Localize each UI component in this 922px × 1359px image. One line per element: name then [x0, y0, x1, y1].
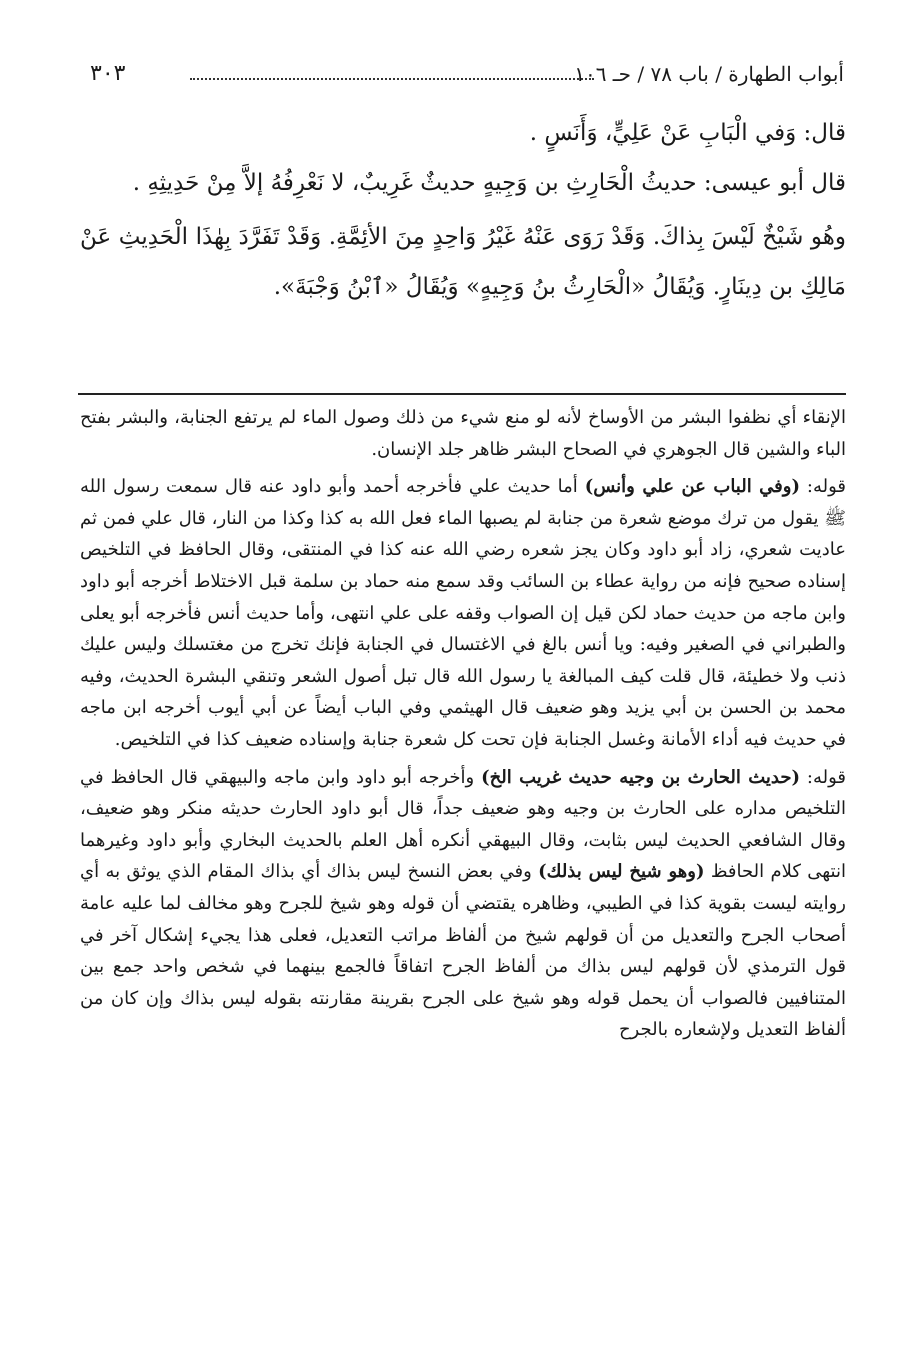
footnote-separator: [78, 393, 846, 395]
header-dotted-leader: [190, 78, 594, 80]
header-title: أبواب الطهارة / باب ٧٨ / حـ ١٠٦: [574, 62, 844, 86]
commentary-quote: (حديث الحارث بن وجيه حديث غريب الخ): [481, 766, 801, 788]
page-number: ٣٠٣: [90, 61, 126, 86]
commentary-quote: (وهو شيخ ليس بذلك): [538, 861, 705, 883]
main-paragraph-1: قال: وَفي الْبَابِ عَنْ عَلِيٍّ، وَأَنَسٍ .: [529, 120, 846, 146]
commentary-quote: (وفي الباب عن علي وأنس): [584, 476, 800, 498]
commentary-text: [80, 402, 846, 1302]
commentary-paragraph-3: [80, 762, 846, 1046]
main-text: [80, 108, 846, 368]
running-header: [90, 56, 844, 92]
commentary-lead: قوله:: [800, 766, 846, 788]
commentary-body: وأخرجه أبو داود وابن ماجه والبيهقي قال الحافظ في التلخيص مداره على الحارث بن وجيه وهو ضعيف جداً، قال أبو داود الحارث حديثه منكر وهو ضعيف، وقال الشافعي الحديث ليس بثابت، وقال البيهقي أنكره أهل العلم بالحديث البخاري وأبو داود وغيرهما انتهى كلام الحافظ: [80, 766, 846, 883]
main-paragraph-3: وهُو شَيْخٌ لَيْسَ بِذاكَ. وَقَدْ رَوَى عَنْهُ غَيْرُ وَاحِدٍ مِنَ الأئِمَّةِ. وَقَدْ تَفَرَّدَ بِهٰذَا الْحَدِيثِ عَنْ مَالِكِ بن دِينَارٍ. وَيُقَالُ «الْحَارِثُ بنُ وَجِيهٍ» وَيُقَالُ «ٱبْنُ وَجْبَةَ».: [80, 224, 846, 300]
main-paragraph-2: قال أبو عيسى: حديثُ الْحَارِثِ بن وَجِيهٍ حديثٌ غَرِيبٌ، لا نَعْرِفُهُ إلاَّ مِنْ حَدِيثِهِ .: [132, 170, 846, 196]
commentary-body: وفي بعض النسخ ليس بذاك أي بذاك المقام الذي يوثق به أي روايته ليست بقوية كذا في الطيبي، وظاهره يقتضي أن قوله وهو شيخ للجرح وهو مخالف لما عليه عامة أصحاب الجرح والتعديل من أن قولهم شيخ من ألفاظ مراتب التعديل، فعلى هذا يجيء إشكال آخر في قول الترمذي لأن قولهم ليس بذاك من ألفاظ الجرح اتفاقاً فالجمع بينهما في شخص واحد جمع بين المتنافيين فالصواب أن يحمل قوله وهو شيخ على الجرح بقرينة مقارنته بقوله ليس بذاك وإن كان من ألفاظ التعديل ولإشعاره بالجرح: [80, 861, 846, 1041]
commentary-lead: قوله:: [800, 476, 847, 498]
commentary-paragraph-1: الإنقاء أي نظفوا البشر من الأوساخ لأنه لو منع شيء من ذلك وصول الماء لم يرتفع الجنابة، والبشر بفتح الباء والشين قال الجوهري في الصحاح البشر ظاهر جلد الإنسان.: [80, 407, 846, 460]
commentary-paragraph-2: [80, 471, 846, 755]
commentary-body: أما حديث علي فأخرجه أحمد وأبو داود عنه قال سمعت رسول الله ﷺ يقول من ترك موضع شعرة من جنابة لم يصبها الماء فعل الله به كذا وكذا من النار، قال علي فمن ثم عاديت شعري، زاد أبو داود وكان يجز شعره رضي الله عنه كذا في المنتقى، وقال الحافظ في التلخيص إسناده صحيح فإنه من رواية عطاء بن السائب وقد سمع منه حماد بن سلمة قبل الاختلاط أخرجه أبو داود وابن ماجه من حديث حماد لكن قيل إن الصواب وقفه على علي انتهى، وأما حديث أنس فأخرجه أبو يعلى والطبراني في الصغير وفيه: ويا أنس بالغ في الاغتسال في الجنابة فإنك تخرج من مغتسلك وليس عليك ذنب ولا خطيئة، قال قلت كيف المبالغة يا رسول الله قال تبل أصول الشعر وتنقي البشرة الحديث، وفيه محمد بن الحسن بن أبي يزيد وهو ضعيف قال الهيثمي وفي الباب أيضاً عن أبي أيوب أخرجه ابن ماجه في حديث فيه أداء الأمانة وغسل الجنابة فإن تحت كل شعرة جنابة وإسناده ضعيف كذا في التلخيص.: [80, 476, 846, 750]
